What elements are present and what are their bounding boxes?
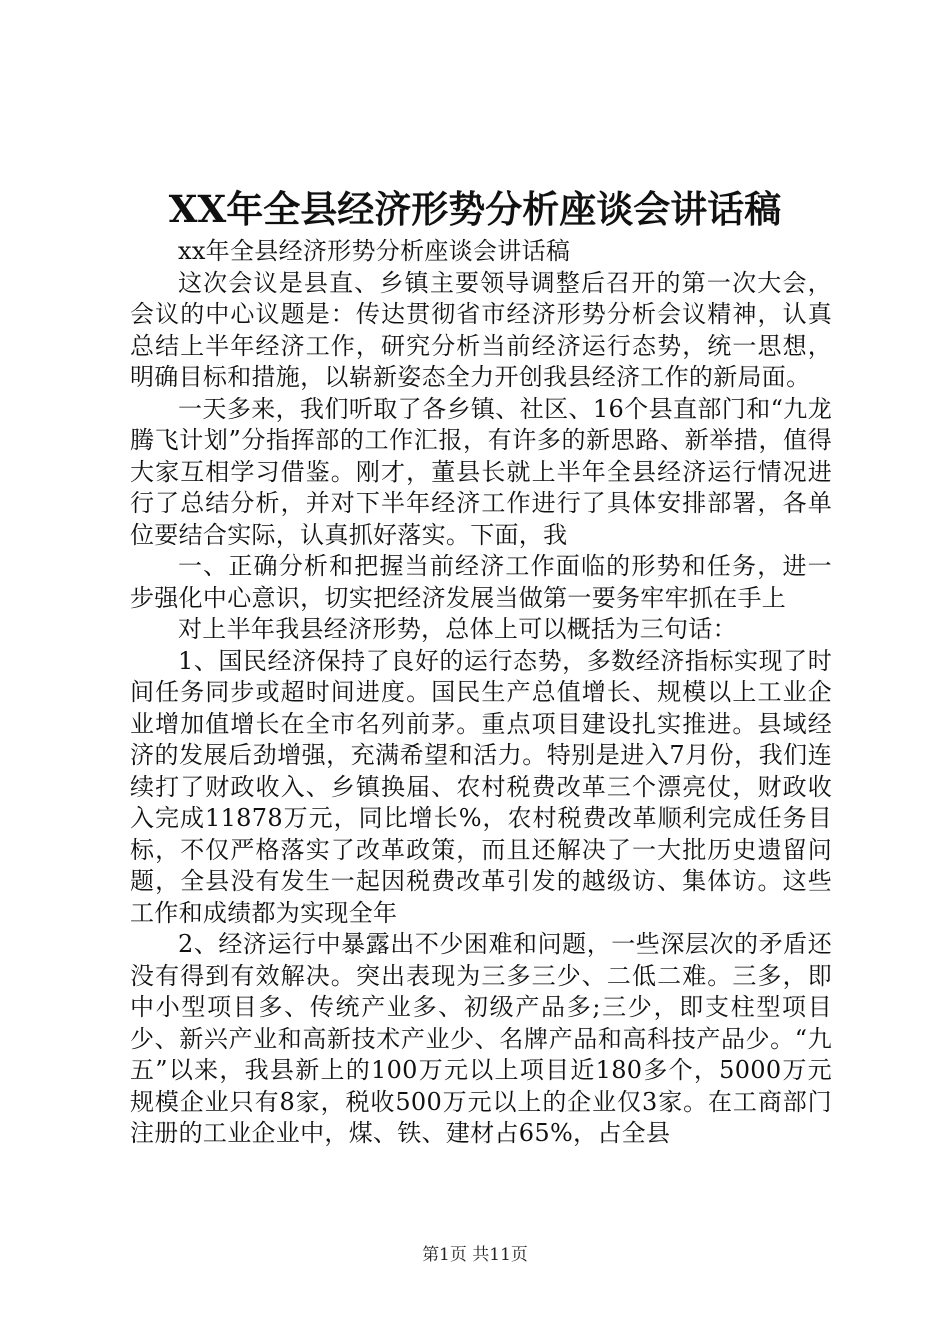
body-paragraph: 这次会议是县直、乡镇主要领导调整后召开的第一次大会，会议的中心议题是：传达贯彻省市经济形势分析会议精神，认真总结上半年经济工作，研究分析当前经济运行态势，统一思想，明确目标和措施，以崭新姿态全力开创我县经济工作的新局面。 [130, 268, 832, 391]
document-body [130, 236, 832, 1150]
body-paragraph: 2、经济运行中暴露出不少困难和问题，一些深层次的矛盾还没有得到有效解决。突出表现为三多三少、二低二难。三多，即中小型项目多、传统产业多、初级产品多;三少，即支柱型项目少、新兴产业和高新技术产业少、名牌产品和高科技产品少。“九五”以来，我县新上的100万元以上项目近180多个，5000万元规模企业只有8家，税收500万元以上的企业仅3家。在工商部门注册的工业企业中，煤、铁、建材占65%，占全县 [130, 930, 832, 1147]
body-paragraph: 1、国民经济保持了良好的运行态势，多数经济指标实现了时间任务同步或超时间进度。国民生产总值增长、规模以上工业企业增加值增长在全市名列前茅。重点项目建设扎实推进。县域经济的发展后劲增强，充满希望和活力。特别是进入7月份，我们连续打了财政收入、乡镇换届、农村税费改革三个漂亮仗，财政收入完成11878万元，同比增长%，农村税费改革顺利完成任务目标，不仅严格落实了改革政策，而且还解决了一大批历史遗留问题，全县没有发生一起因税费改革引发的越级访、集体访。这些工作和成绩都为实现全年 [130, 646, 832, 927]
document-title: XX年全县经济形势分析座谈会讲话稿 [168, 187, 782, 231]
body-paragraph-subtitle: xx年全县经济形势分析座谈会讲话稿 [178, 237, 571, 265]
body-paragraph: 对上半年我县经济形势，总体上可以概括为三句话： [178, 615, 737, 643]
page-number-footer: 第1页 共11页 [422, 1245, 528, 1265]
section-heading-paragraph: 一、正确分析和把握当前经济工作面临的形势和任务，进一步强化中心意识，切实把经济发展当做第一要务牢牢抓在手上 [130, 552, 832, 612]
body-paragraph: 一天多来，我们听取了各乡镇、社区、16个县直部门和“九龙腾飞计划”分指挥部的工作汇报，有许多的新思路、新举措，值得大家互相学习借鉴。刚才，董县长就上半年全县经济运行情况进行了总结分析，并对下半年经济工作进行了具体安排部署，各单位要结合实际，认真抓好落实。下面，我 [130, 394, 832, 549]
